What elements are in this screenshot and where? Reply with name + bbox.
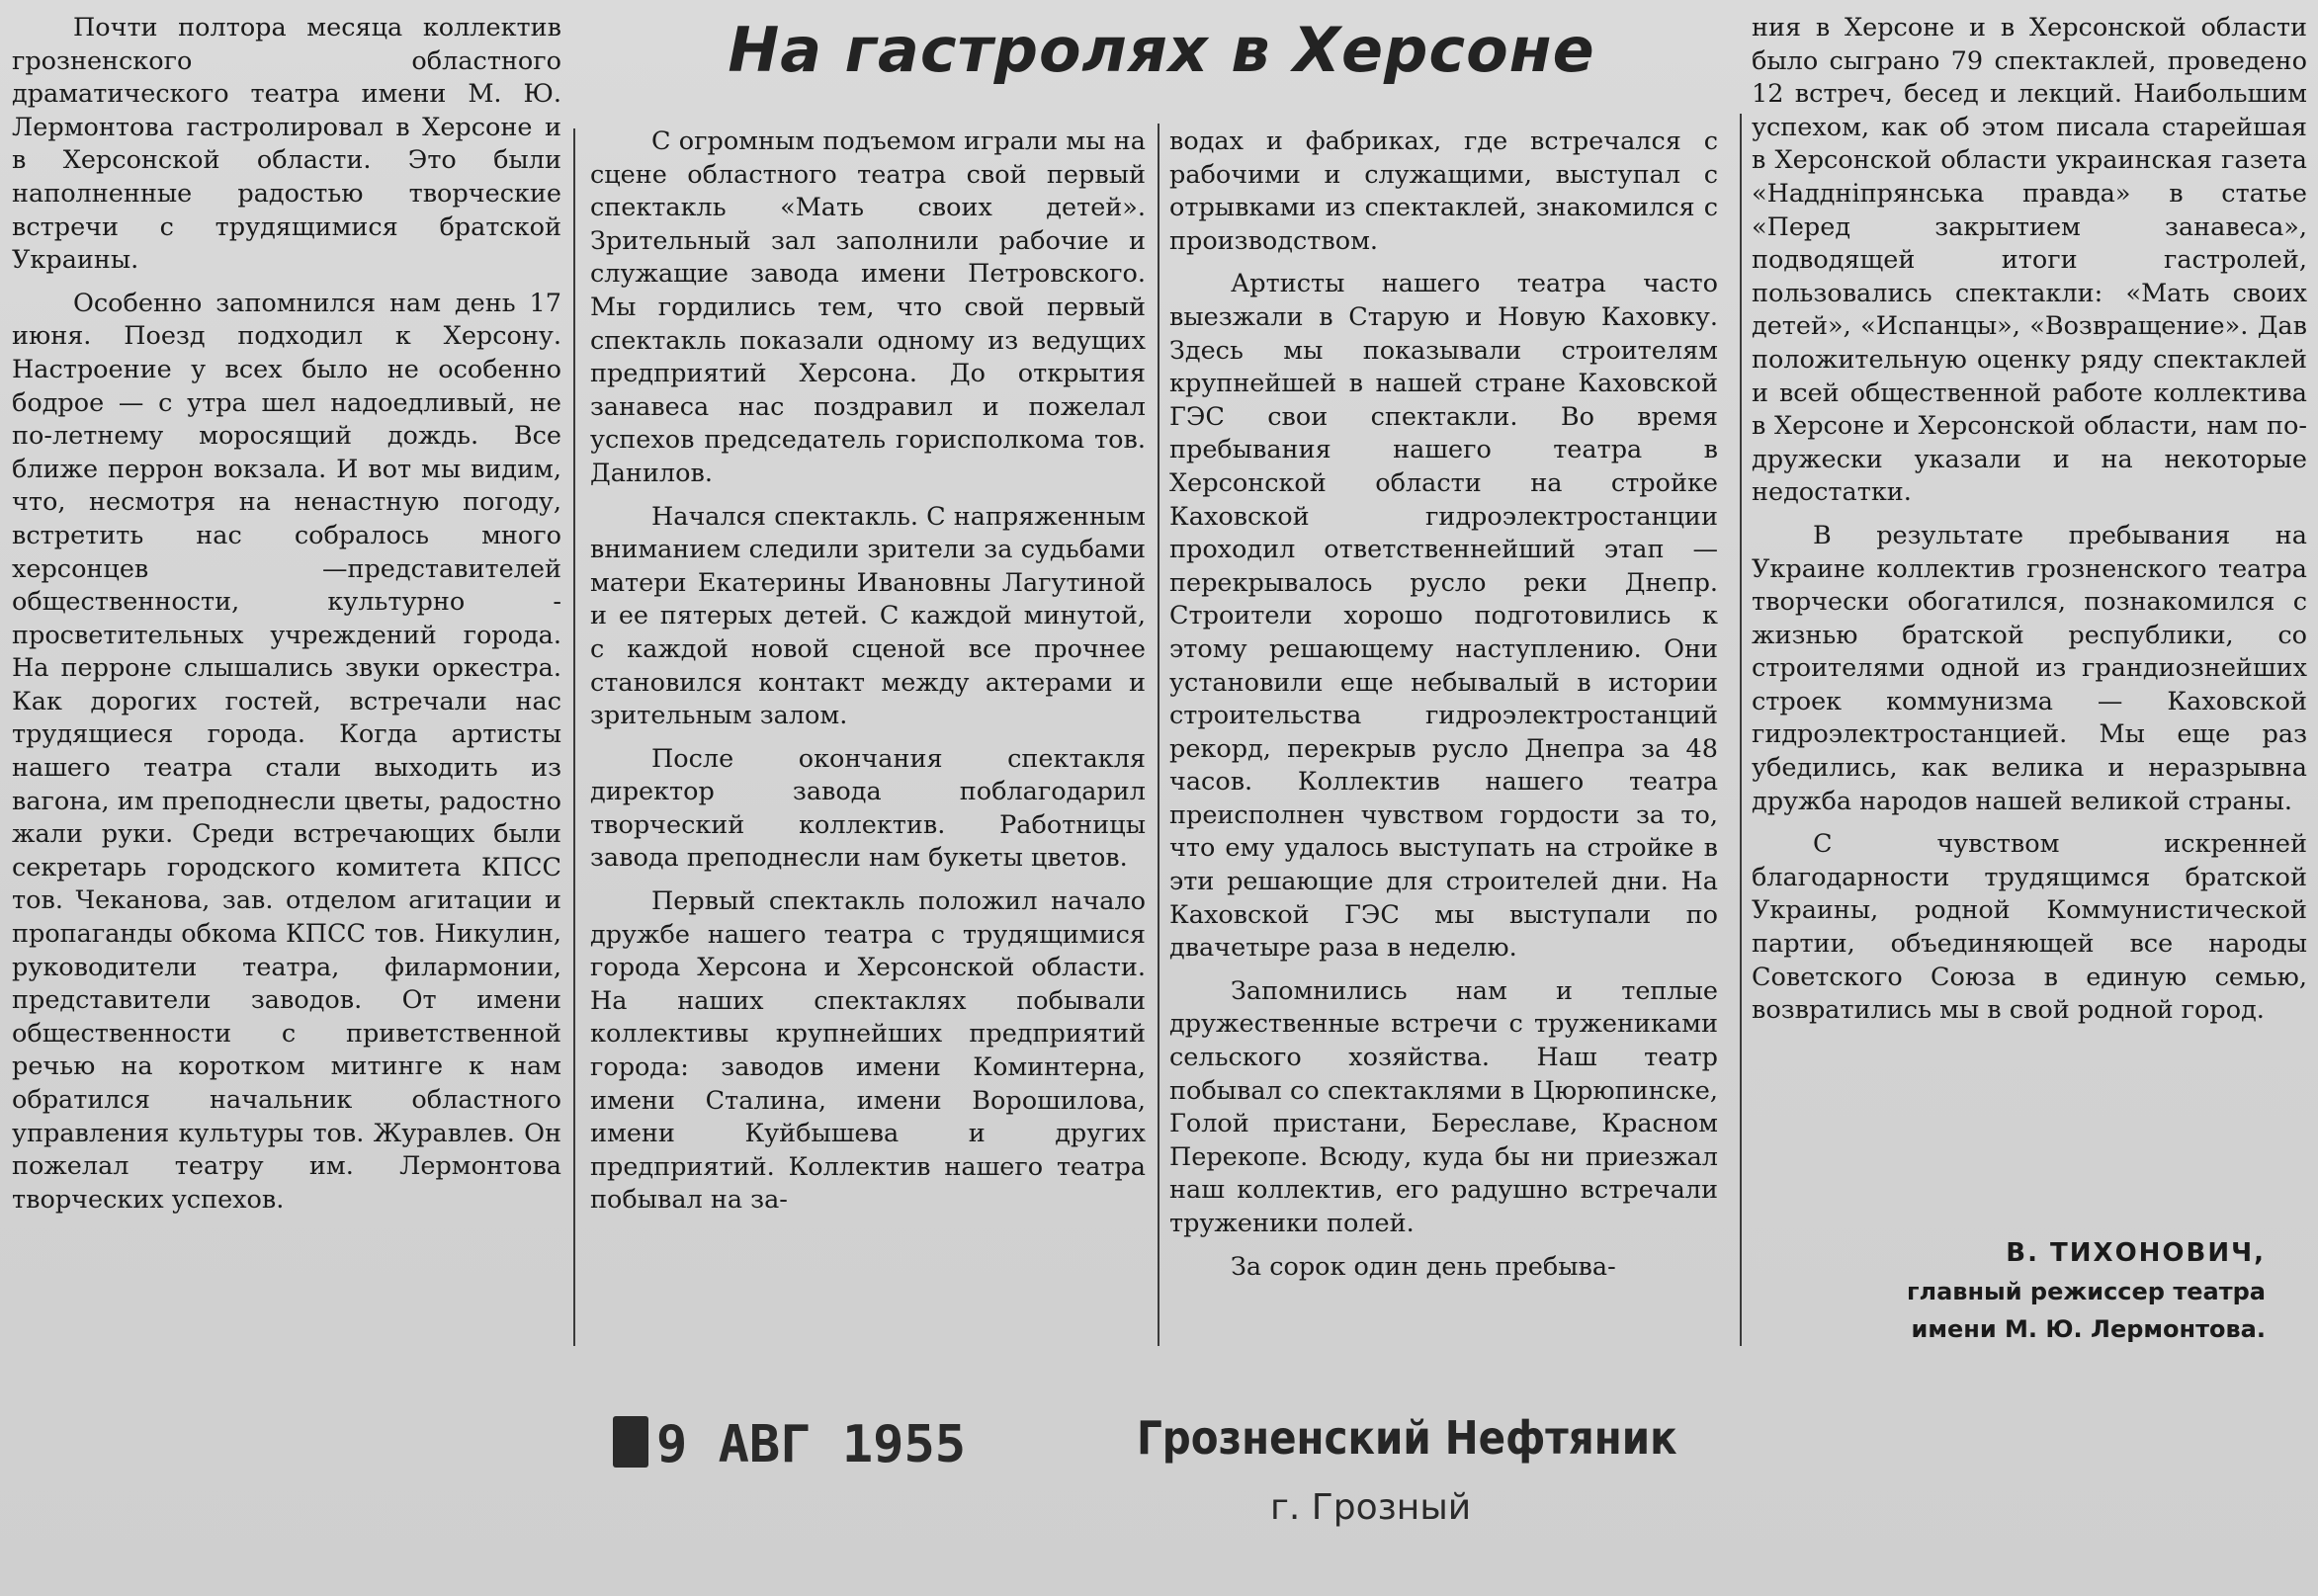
article-column-3 [1169, 126, 1718, 1351]
article-paragraph: Особенно запомнился нам день 17 июня. Поезд подходил к Херсону. Настроение у всех было не особенно бодрое — с утра шел надоедливый, не по-летнему моросящий дождь. Все ближе перрон вокзала. И вот мы видим, что, несмотря на ненастную погоду, встретить нас собралось много херсонцев —представителей общественности, культурно - просветительных учреждений города. На перроне слышались звуки оркестра. Как дорогих гостей, встречали нас трудящиеся города. Когда артисты нашего театра стали выходить из вагона, им преподнесли цветы, радостно жали руки. Среди встречающих были секретарь городского комитета КПСС тов. Чеканова, зав. отделом агитации и пропаганды обкома КПСС тов. Никулин, руководители театра, филармонии, представители заводов. От имени общественности с приветственной речью на коротком митинге к нам обратился начальник областного управления культуры тов. Журавлев. Он пожелал театру им. Лермонтова творческих успехов. [12, 288, 561, 1215]
article-paragraph: После окончания спектакля директор завода поблагодарил творческий коллектив. Работницы завода преподнесли нам букеты цветов. [590, 743, 1146, 874]
author-signature [1752, 1233, 2266, 1348]
column-divider [1158, 124, 1159, 1346]
article-headline: На гастролях в Херсоне [728, 14, 1595, 86]
article-paragraph: водах и фабриках, где встречался с рабочими и служащими, выступал с отрывками из спектаклей, знакомился с производством. [1169, 126, 1718, 256]
stamp-date-text: 9 АВГ 1955 [656, 1415, 967, 1474]
article-paragraph: Запомнились нам и теплые дружественные встречи с тружениками сельского хозяйства. Наш театр побывал со спектаклями в Цюрюпинске, Голой пристани, Береславе, Красном Перекопе. Всюду, куда бы ни приезжал наш коллектив, его радушно встречали труженики полей. [1169, 975, 1718, 1238]
article-paragraph: В результате пребывания на Украине коллектив грозненского театра творчески обогатился, познакомился с жизнью братской республики, со строителями одной из грандиознейших строек коммунизма — Каховской гидроэлектростанцией. Мы еще раз убедились, как велика и неразрывна дружба народов нашей великой страны. [1752, 520, 2307, 816]
article-column-1 [12, 12, 561, 1346]
article-paragraph: Первый спектакль положил начало дружбе нашего театра с трудящимися города Херсона и Херсонской области. На наших спектаклях побывали коллективы крупнейших предприятий города: заводов имени Коминтерна, имени Сталина, имени Ворошилова, имени Куйбышева и других предприятий. Коллектив нашего театра побывал на за- [590, 886, 1146, 1216]
article-paragraph: ния в Херсоне и в Херсонской области было сыграно 79 спектаклей, проведено 12 встреч, бесед и лекций. Наибольшим успехом, как об этом писала старейшая в Херсонской области украинская газета «Наддніпрянська правда» в статье «Перед закрытием занавеса», подводящей итоги гастролей, пользовались спектакли: «Мать своих детей», «Испанцы», «Возвращение». Дав положительную оценку ряду спектаклей и всей общественной работе коллектива в Херсоне и Херсонской области, нам по-дружески указали и на некоторые недостатки. [1752, 13, 2307, 508]
author-role-line-2: имени М. Ю. Лермонтова. [1911, 1315, 2266, 1343]
author-role-line-1: главный режиссер театра [1906, 1278, 2266, 1305]
article-paragraph: С огромным подъемом играли мы на сцене областного театра свой первый спектакль «Мать своих детей». Зрительный зал заполнили рабочие и служащие завода имени Петровского. Мы гордились тем, что свой первый спектакль показали одному из ведущих предприятий Херсона. До открытия занавеса нас поздравил и пожелал успехов председатель горисполкома тов. Данилов. [590, 126, 1146, 488]
newspaper-name-stamp: Грозненский Нефтяник [1137, 1411, 1677, 1465]
author-name: В. ТИХОНОВИЧ, [2006, 1238, 2266, 1268]
article-paragraph: За сорок один день пребыва- [1231, 1251, 1616, 1282]
article-paragraph: Начался спектакль. С напряженным вниманием следили зрители за судьбами матери Екатерины Ивановны Лагутиной и ее пятерых детей. С каждой минутой, с каждой новой сценой все прочнее становился контакт между актерами и зрительным залом. [590, 501, 1146, 731]
article-column-4 [1752, 12, 2307, 1356]
column-divider [573, 128, 575, 1346]
column-divider [1740, 114, 1742, 1346]
date-stamp [613, 1415, 966, 1474]
article-paragraph: С чувством искренней благодарности трудящимся братской Украины, родной Коммунистической партии, объединяющей все народы Советского Союза в единую семью, возвратились мы в свой родной город. [1752, 829, 2307, 1026]
article-paragraph: Артисты нашего театра часто выезжали в Старую и Новую Каховку. Здесь мы показывали строителям крупнейшей в нашей стране Каховской ГЭС свои спектакли. Во время пребывания нашего театра в Херсонской области на стройке Каховской гидроэлектростанции проходил ответственнейший этап — перекрывалось русло реки Днепр. Строители хорошо подготовились к этому решающему наступлению. Они установили еще небывалый в истории строительства гидроэлектростанций рекорд, перекрыв русло Днепра за 48 часов. Коллектив нашего театра преисполнен чувством гордости за то, что ему удалось выступать на стройке в эти решающие для строителей дни. На Каховской ГЭС мы выступали по двачетыре раза в неделю. [1169, 269, 1718, 964]
article-paragraph: Почти полтора месяца коллектив грозненского областного драматического театра имени М. Ю. Лермонтова гастролировал в Херсоне и в Херсонской области. Это были наполненные радостью творческие встречи с трудящимися братской Украины. [12, 13, 561, 276]
newspaper-city-stamp: г. Грозный [1270, 1487, 1472, 1528]
article-column-2 [590, 126, 1146, 1351]
stamp-mark-icon [613, 1416, 648, 1468]
